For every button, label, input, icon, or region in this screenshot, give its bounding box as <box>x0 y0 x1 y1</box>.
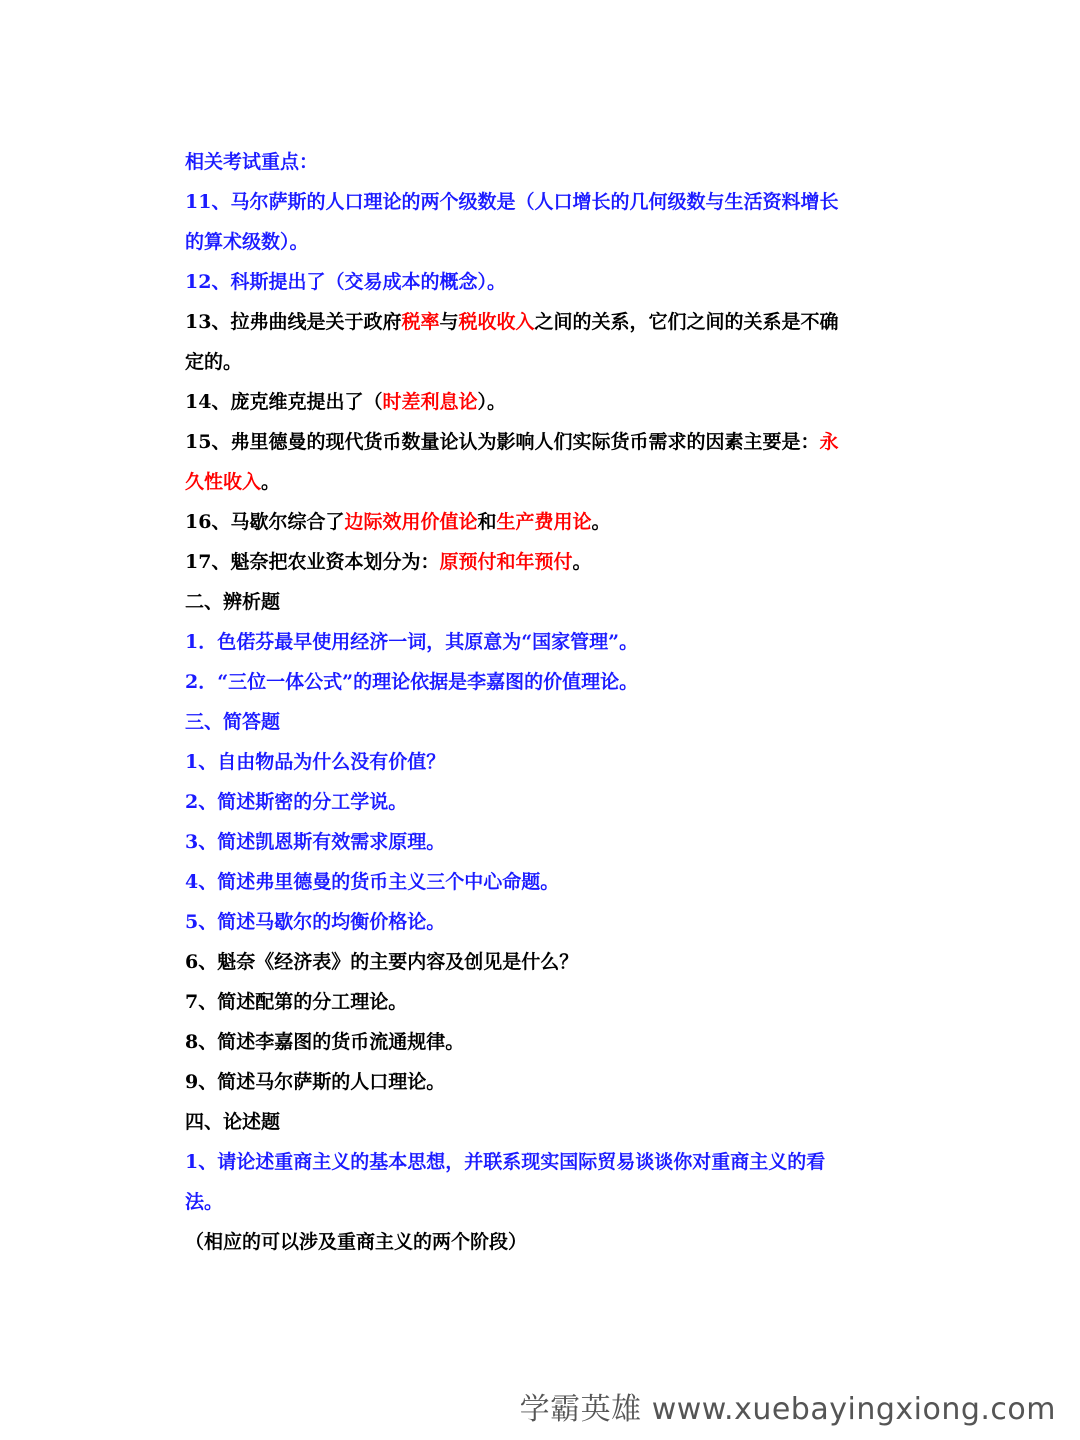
question-17-highlight: 原预付和年预付 <box>439 551 573 573</box>
question-15-highlight-part1: 永 <box>819 431 839 453</box>
question-16-suffix: 。 <box>591 511 611 533</box>
question-15-line2 <box>185 462 895 502</box>
section-3-item-8: 8、简述李嘉图的货币流通规律。 <box>185 1031 465 1053</box>
section-3-item-7: 7、简述配第的分工理论。 <box>185 991 408 1013</box>
question-15-highlight-part2: 久性收入 <box>185 471 262 493</box>
section-3-item-6: 6、魁奈《经济表》的主要内容及创见是什么？ <box>185 951 579 973</box>
question-11-line2: 的算术级数）。 <box>185 231 309 253</box>
section-4-title: 四、论述题 <box>185 1111 281 1133</box>
question-17 <box>185 542 895 582</box>
watermark: 学霸英雄 www.xuebayingxiong.com <box>519 1392 1056 1427</box>
question-13-highlight-tax-revenue: 税收收入 <box>458 311 535 333</box>
question-11-line1: 11、马尔萨斯的人口理论的两个级数是（人口增长的几何级数与生活资料增长 <box>185 191 839 213</box>
question-16-connector: 和 <box>477 511 497 533</box>
question-12: 12、科斯提出了（交易成本的概念）。 <box>185 271 506 293</box>
question-16-prefix: 16、马歇尔综合了 <box>185 511 345 533</box>
document-body <box>185 142 895 1262</box>
question-14-prefix: 14、庞克维克提出了（ <box>185 391 383 413</box>
section-3-item-4: 4、简述弗里德曼的货币主义三个中心命题。 <box>185 871 560 893</box>
section-2-item-2: 2．“三位一体公式”的理论依据是李嘉图的价值理论。 <box>185 671 639 693</box>
section-3-title: 三、简答题 <box>185 711 281 733</box>
question-16-highlight-marginal-utility: 边际效用价值论 <box>344 511 478 533</box>
question-13-line1 <box>185 302 895 342</box>
question-13-line2: 定的。 <box>185 351 243 373</box>
question-15-prefix: 15、弗里德曼的现代货币数量论认为影响人们实际货币需求的因素主要是： <box>185 431 820 453</box>
section-2-title: 二、辨析题 <box>185 591 281 613</box>
section-3-item-2: 2、简述斯密的分工学说。 <box>185 791 408 813</box>
question-13-suffix: 之间的关系，它们之间的关系是不确 <box>534 311 839 333</box>
question-17-suffix: 。 <box>572 551 592 573</box>
question-14 <box>185 382 895 422</box>
section-3-item-1: 1、自由物品为什么没有价值？ <box>185 751 446 773</box>
question-13-highlight-tax-rate: 税率 <box>401 311 440 333</box>
question-14-highlight: 时差利息论 <box>382 391 478 413</box>
question-17-prefix: 17、魁奈把农业资本划分为： <box>185 551 440 573</box>
heading-exam-points: 相关考试重点： <box>185 151 319 173</box>
question-13-connector: 与 <box>439 311 459 333</box>
question-13-prefix: 13、拉弗曲线是关于政府 <box>185 311 402 333</box>
section-3-item-5: 5、简述马歇尔的均衡价格论。 <box>185 911 446 933</box>
section-3-item-9: 9、简述马尔萨斯的人口理论。 <box>185 1071 446 1093</box>
question-16 <box>185 502 895 542</box>
question-16-highlight-production-cost: 生产费用论 <box>496 511 592 533</box>
section-4-note: （相应的可以涉及重商主义的两个阶段） <box>185 1231 528 1253</box>
question-15-suffix: 。 <box>261 471 281 493</box>
section-3-item-3: 3、简述凯恩斯有效需求原理。 <box>185 831 446 853</box>
section-4-item-1-line1: 1、请论述重商主义的基本思想，并联系现实国际贸易谈谈你对重商主义的看 <box>185 1151 826 1173</box>
question-15-line1 <box>185 422 895 462</box>
section-4-item-1-line2: 法。 <box>185 1191 224 1213</box>
section-2-item-1: 1．色偌芬最早使用经济一词，其原意为“国家管理”。 <box>185 631 639 653</box>
question-14-suffix: ）。 <box>477 391 506 413</box>
